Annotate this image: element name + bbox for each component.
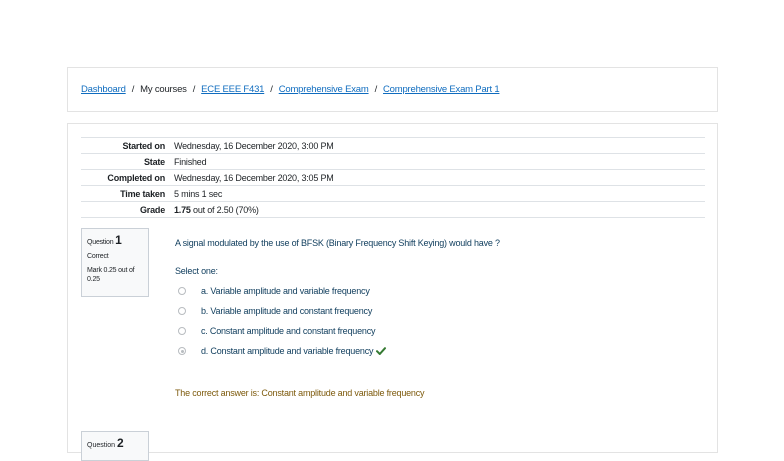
question-status: Correct [87, 253, 109, 260]
breadcrumb-separator: / [374, 84, 378, 95]
question-prefix: Question [87, 442, 116, 449]
attempt-summary-table [81, 137, 705, 218]
summary-label: Completed on [107, 172, 165, 183]
quiz-review-region [67, 123, 718, 453]
summary-value: Finished [174, 156, 207, 167]
summary-value: Wednesday, 16 December 2020, 3:05 PM [174, 172, 334, 183]
answer-radio-a[interactable] [178, 287, 186, 295]
question-number: 2 [116, 436, 124, 450]
answer-option-c [178, 321, 386, 341]
question-info-box [81, 228, 149, 297]
breadcrumb-dashboard[interactable]: Dashboard [81, 84, 126, 95]
breadcrumb-my-courses: My courses [140, 84, 187, 95]
answer-label-a: a. Variable amplitude and variable frequency [201, 286, 370, 296]
summary-row-time [81, 186, 705, 202]
breadcrumb-section[interactable]: Comprehensive Exam [278, 84, 369, 95]
summary-label: State [143, 156, 165, 167]
summary-value: 5 mins 1 sec [174, 188, 223, 199]
breadcrumb-course[interactable]: ECE EEE F431 [201, 84, 265, 95]
answer-label-b: b. Variable amplitude and constant frequency [201, 306, 373, 316]
answer-radio-b[interactable] [178, 307, 186, 315]
question-info-box-2 [81, 431, 149, 461]
answer-options [178, 281, 386, 361]
answer-option-a [178, 281, 386, 301]
answer-radio-d[interactable] [178, 347, 186, 355]
answer-option-d [178, 341, 386, 361]
question-prefix: Question [87, 239, 114, 246]
question-number: 1 [115, 233, 122, 247]
summary-label: Grade [139, 204, 165, 215]
breadcrumb-separator: / [131, 84, 135, 95]
answer-radio-c[interactable] [178, 327, 186, 335]
summary-row-started [81, 138, 705, 154]
summary-row-completed [81, 170, 705, 186]
summary-value: Wednesday, 16 December 2020, 3:00 PM [174, 140, 334, 151]
grade-rest: out of 2.50 (70%) [193, 204, 259, 215]
correct-answer-feedback: The correct answer is: Constant amplitude and variable frequency [175, 388, 425, 398]
breadcrumb-quiz[interactable]: Comprehensive Exam Part 1 [383, 84, 500, 95]
breadcrumb-separator: / [270, 84, 273, 95]
breadcrumb-separator: / [192, 84, 196, 95]
summary-label: Time taken [120, 188, 165, 199]
correct-check-icon [376, 347, 386, 355]
select-one-label: Select one: [175, 266, 218, 276]
summary-row-grade [81, 202, 705, 218]
summary-row-state [81, 154, 705, 170]
question-text: A signal modulated by the use of BFSK (Binary Frequency Shift Keying) would have ? [175, 238, 500, 248]
summary-value [174, 202, 705, 218]
question-mark: Mark 0.25 out of 0.25 [87, 266, 135, 283]
answer-label-c: c. Constant amplitude and constant frequency [201, 326, 376, 336]
summary-label: Started on [122, 140, 165, 151]
answer-option-b [178, 301, 386, 321]
answer-label-d: d. Constant amplitude and variable frequency [201, 346, 374, 356]
grade-score: 1.75 [174, 204, 191, 215]
breadcrumb [67, 67, 718, 112]
